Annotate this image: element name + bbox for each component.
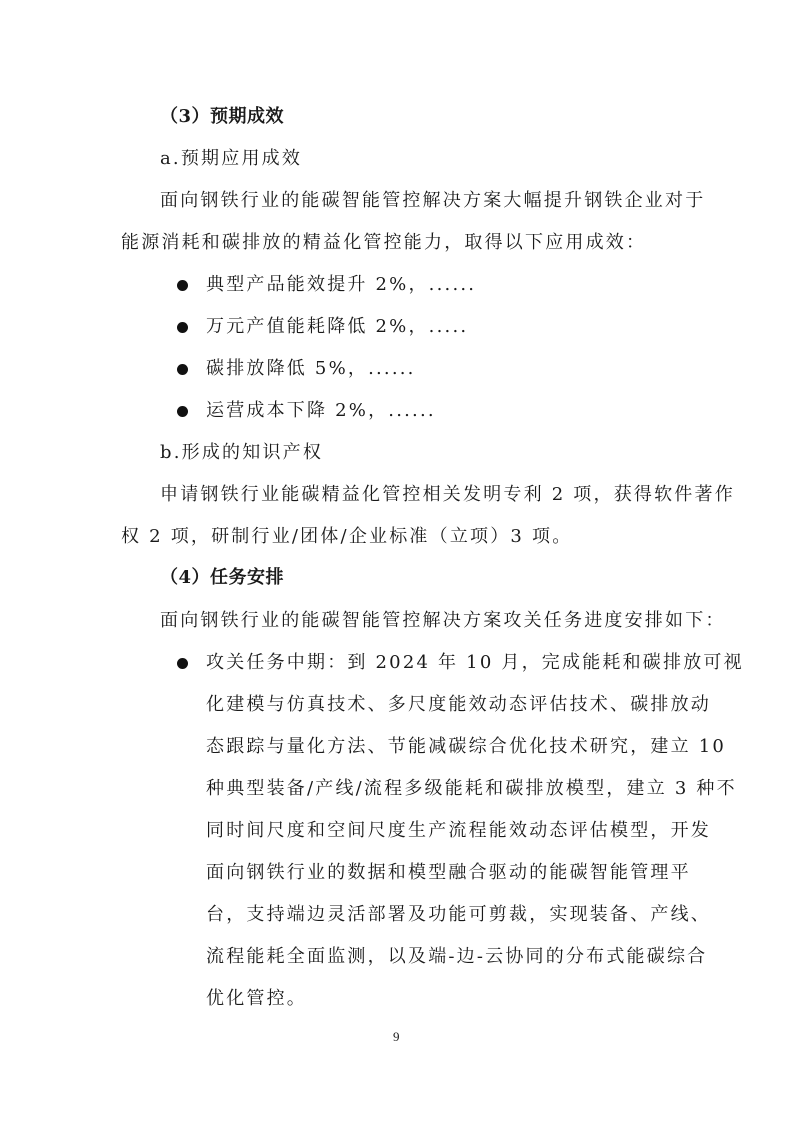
paragraph-line: 面向钢铁行业的能碳智能管控解决方案大幅提升钢铁企业对于 (160, 190, 706, 211)
subheading-intellectual-property: b.形成的知识产权 (160, 442, 324, 463)
list-item-line: 攻关任务中期：到 2024 年 10 月，完成能耗和碳排放可视 (206, 652, 744, 673)
list-item-line: 台，支持端边灵活部署及功能可剪裁，实现装备、产线、 (206, 904, 711, 925)
bullet-icon (177, 406, 188, 417)
section-heading-expected-results: （3）预期成效 (160, 106, 285, 127)
paragraph-line: 面向钢铁行业的能碳智能管控解决方案攻关任务进度安排如下： (160, 610, 726, 631)
bullet-icon (177, 658, 188, 669)
paragraph-line: 申请钢铁行业能碳精益化管控相关发明专利 2 项，获得软件著作 (160, 484, 735, 505)
page-number: 9 (393, 1029, 400, 1044)
list-item: 万元产值能耗降低 2%，..... (206, 316, 469, 337)
list-item: 运营成本下降 2%，...... (206, 400, 436, 421)
list-item-line: 流程能耗全面监测，以及端-边-云协同的分布式能碳综合 (206, 946, 708, 967)
section-heading-task-arrangement: （4）任务安排 (160, 567, 285, 588)
bullet-icon (177, 364, 188, 375)
subheading-expected-application-results: a.预期应用成效 (160, 148, 303, 169)
bullet-icon (177, 322, 188, 333)
list-item-line: 优化管控。 (206, 988, 307, 1009)
list-item-line: 态跟踪与量化方法、节能减碳综合优化技术研究，建立 10 (206, 736, 727, 757)
bullet-icon (177, 280, 188, 291)
list-item-line: 同时间尺度和空间尺度生产流程能效动态评估模型，开发 (206, 820, 711, 841)
paragraph-line: 权 2 项，研制行业/团体/企业标准（立项）3 项。 (121, 526, 573, 547)
list-item-line: 面向钢铁行业的数据和模型融合驱动的能碳智能管理平 (206, 862, 691, 883)
paragraph-line: 能源消耗和碳排放的精益化管控能力，取得以下应用成效： (121, 232, 647, 253)
list-item-line: 种典型装备/产线/流程多级能耗和碳排放模型，建立 3 种不 (206, 778, 737, 799)
list-item-line: 化建模与仿真技术、多尺度能效动态评估技术、碳排放动 (206, 694, 711, 715)
list-item: 碳排放降低 5%，...... (206, 358, 416, 379)
list-item: 典型产品能效提升 2%，...... (206, 274, 477, 295)
